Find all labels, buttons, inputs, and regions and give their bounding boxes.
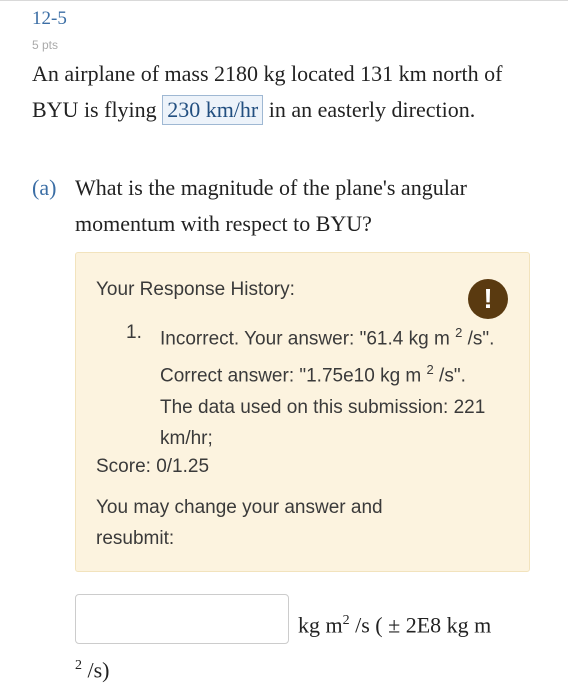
resubmit-text: You may change your answer and resubmit: [96, 497, 383, 549]
history-text-3: /s". The data used on this submission: 221 km/hr; [160, 365, 486, 449]
answer-units [298, 603, 491, 643]
history-sup-1: 2 [455, 325, 463, 340]
units-post: /s ( ± 2E8 kg m [349, 612, 492, 638]
history-text-1: Incorrect. Your answer: "61.4 kg m [160, 328, 456, 350]
question-points: 5 pts [32, 38, 59, 52]
score-text: Score: 0/1.25 [96, 456, 210, 477]
problem-text-after: in an easterly direction. [263, 97, 476, 122]
part-a-question: What is the magnitude of the plane's angular momentum with respect to BYU? [75, 175, 467, 236]
highlighted-value: 230 km/hr [162, 95, 263, 125]
problem-text-before: An airplane of mass 2180 kg located 131 km north of BYU is flying [32, 61, 503, 122]
history-item [160, 317, 500, 454]
exclamation-icon: ! [468, 279, 508, 319]
history-item-number: 1. [126, 322, 142, 343]
question-number: 12-5 [32, 8, 67, 29]
response-history-panel [75, 252, 530, 572]
units-pre: kg m [298, 612, 343, 638]
part-a-label: (a) [32, 175, 57, 200]
units2-sup: 2 [75, 658, 82, 673]
problem-statement [32, 56, 542, 128]
units-sup: 2 [342, 613, 350, 628]
history-text-2: /s". Correct answer: "1.75e10 kg m [160, 328, 495, 387]
units2-post: /s) [82, 657, 110, 683]
answer-units-continued [75, 648, 110, 688]
answer-input[interactable] [75, 594, 289, 644]
top-divider [0, 0, 568, 1]
history-sup-2: 2 [426, 362, 434, 378]
response-history-title: Your Response History: [96, 279, 295, 300]
